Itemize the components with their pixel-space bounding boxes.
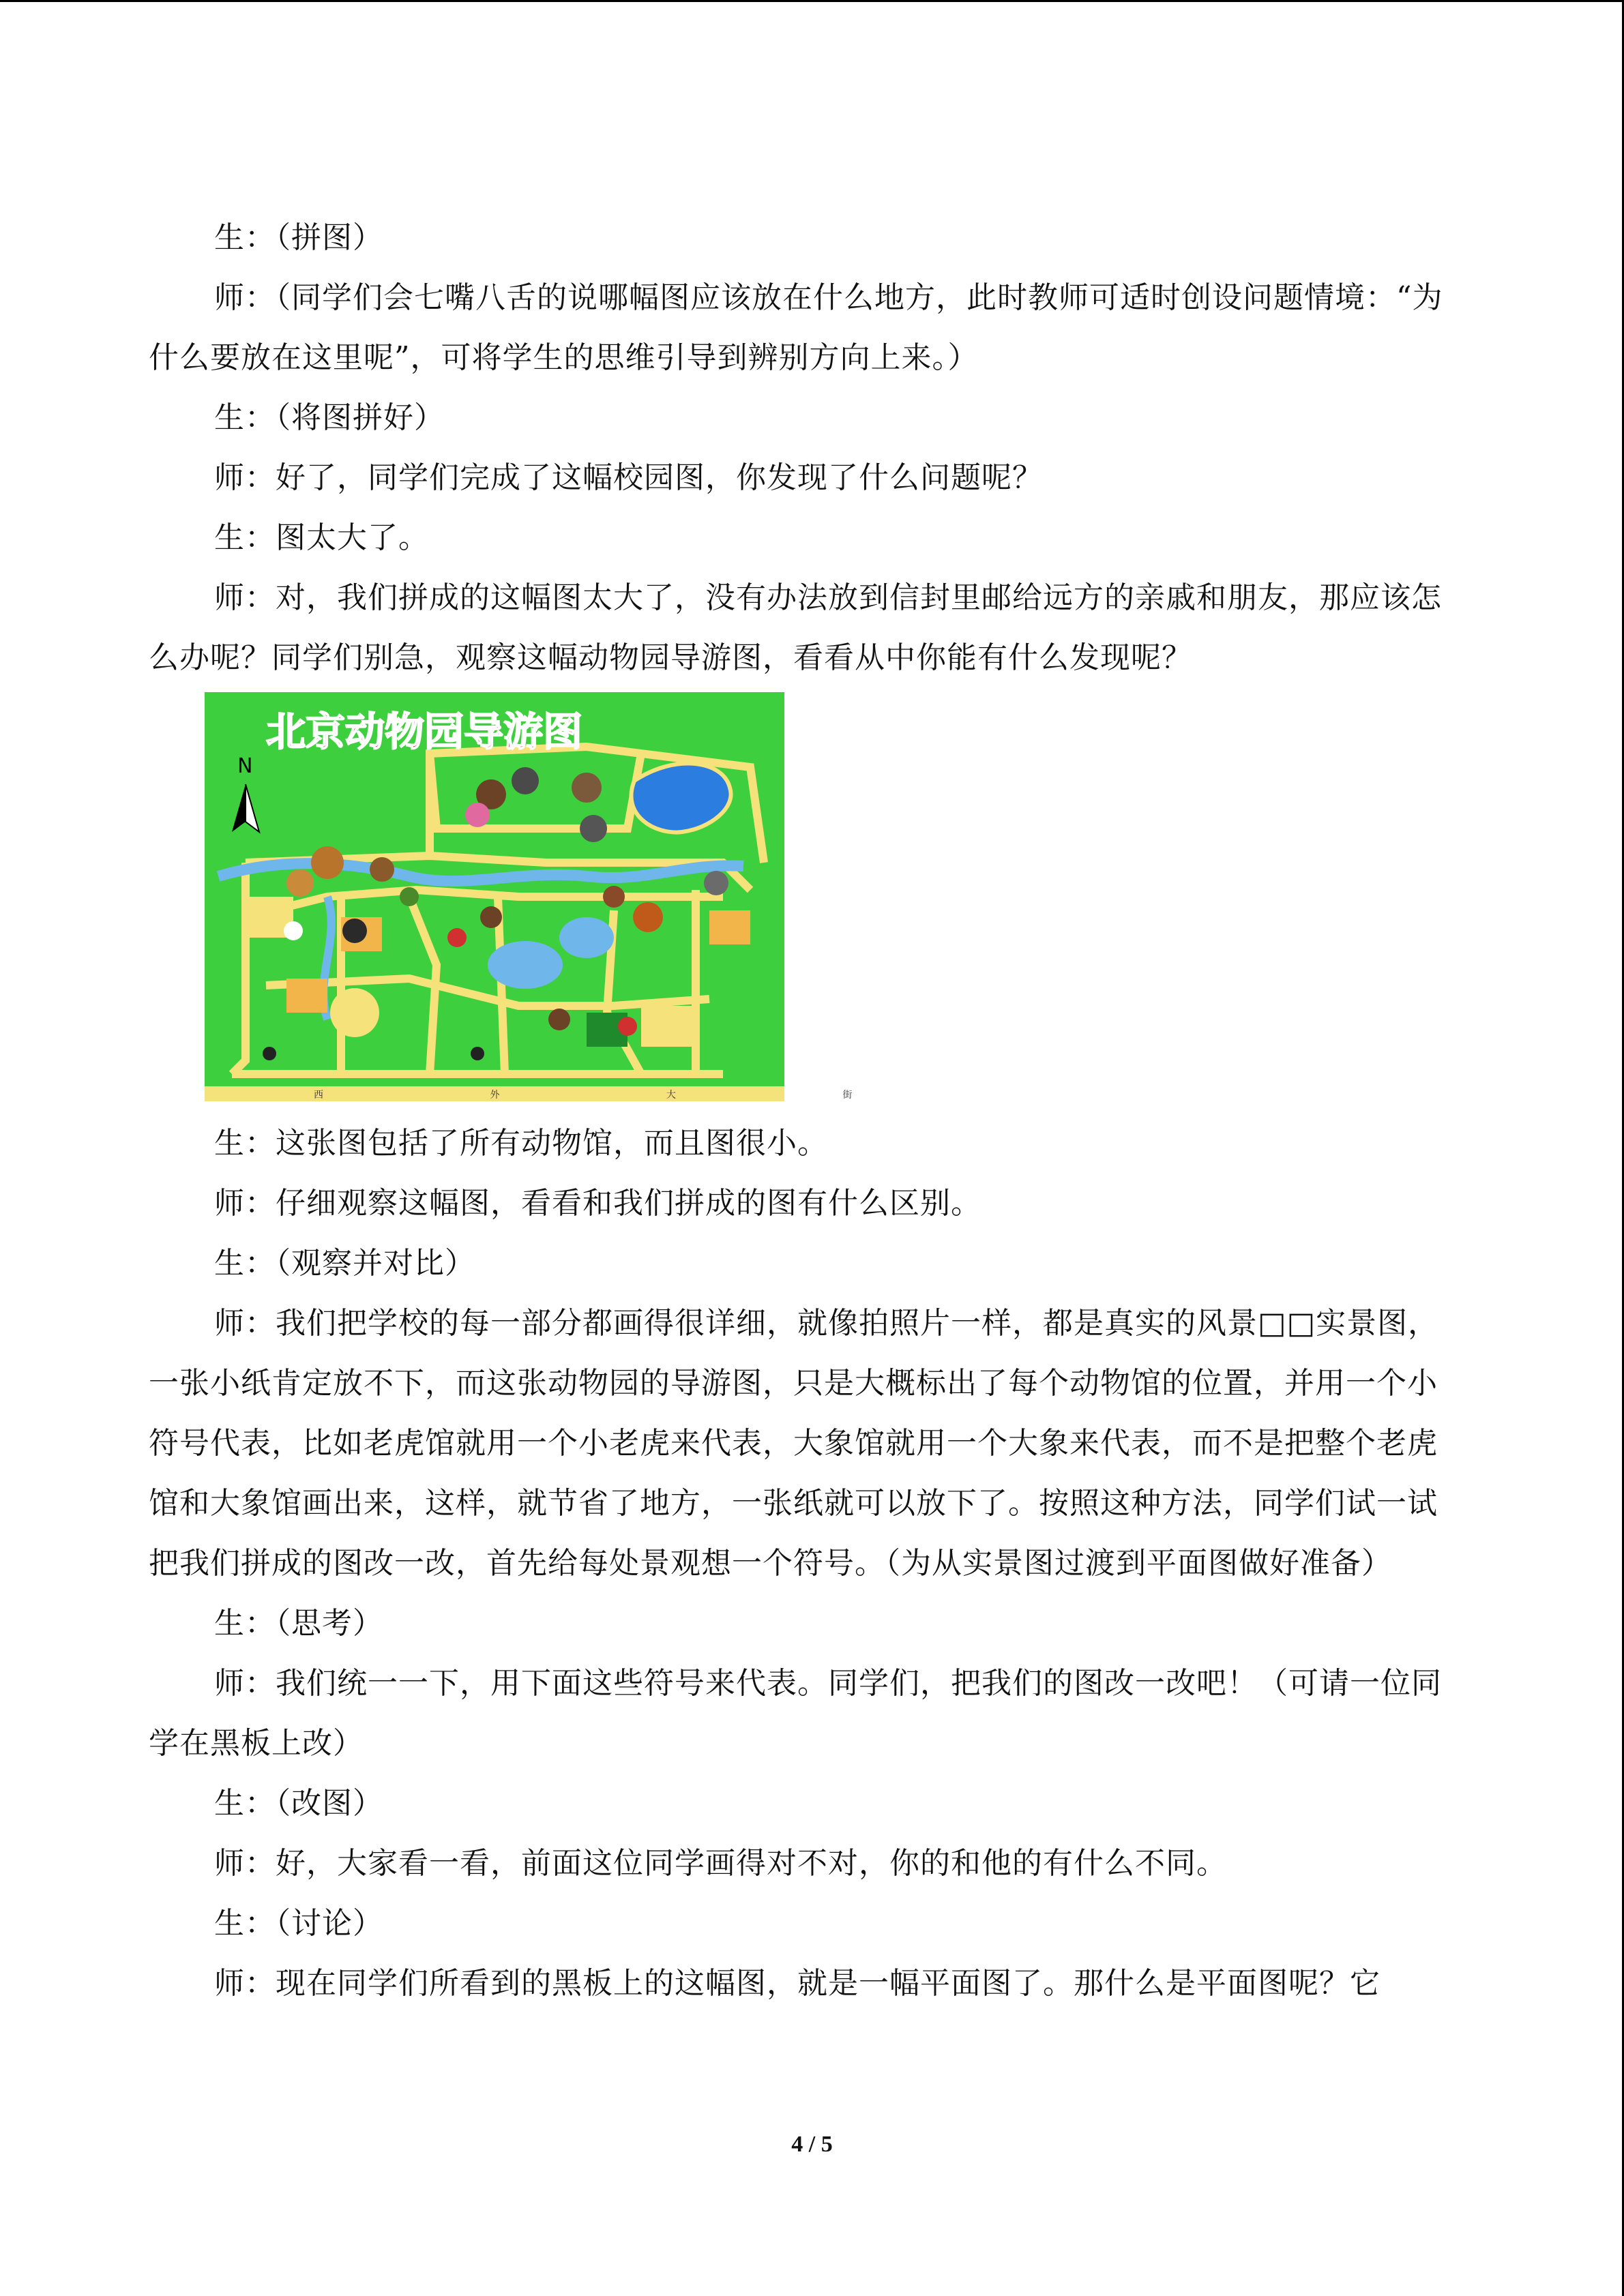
map-title: 北京动物园导游图 <box>266 709 583 755</box>
road-label: 西 外 大 街 <box>314 1090 934 1101</box>
paragraph: 生：（将图拼好） <box>214 400 445 435</box>
paragraph: 师：好了，同学们完成了这幅校园图，你发现了什么问题呢？ <box>214 460 1043 495</box>
page-number: 4 / 5 <box>791 2132 833 2157</box>
zoo-map-illustration <box>205 692 934 1101</box>
zoo-guide-map <box>205 692 934 1101</box>
lake <box>559 917 614 958</box>
paragraph: 生：（讨论） <box>214 1906 383 1941</box>
paragraph: 师：好，大家看一看，前面这位同学画得对不对，你的和他的有什么不同。 <box>214 1846 1227 1881</box>
paragraph: 生：（观察并对比） <box>214 1246 475 1281</box>
paragraph: 生：（思考） <box>214 1606 383 1641</box>
paragraph: 师：仔细观察这幅图，看看和我们拼成的图有什么区别。 <box>214 1186 981 1221</box>
paragraph: 师：对，我们拼成的这幅图太大了，没有办法放到信封里邮给远方的亲戚和朋友，那应该怎么办呢？同学们别急，观察这幅动物园导游图，看看从中你能有什么发现呢？ <box>149 580 1442 675</box>
paragraph: 师：（同学们会七嘴八舌的说哪幅图应该放在什么地方，此时教师可适时创设问题情境：“为什么要放在这里呢”，可将学生的思维引导到辨别方向上来。） <box>149 280 1443 375</box>
paragraph: 生：这张图包括了所有动物馆，而且图很小。 <box>214 1126 828 1161</box>
paragraph: 师：我们把学校的每一部分都画得很详细，就像拍照片一样，都是真实的风景□□实景图，一张小纸肯定放不下，而这张动物园的导游图，只是大概标出了每个动物馆的位置，并用一个小符号代表，比如老虎馆就用一个小老虎来代表，大象馆就用一个大象来代表，而不是把整个老虎馆和大象馆画出来，这样，就节省了地方，一张纸就可以放下了。按照这种方法，同学们试一试把我们拼成的图改一改，首先给每处景观想一个符号。（为从实景图过渡到平面图做好准备） <box>149 1306 1439 1581</box>
paragraph: 师：我们统一一下，用下面这些符号来代表。同学们，把我们的图改一改吧！（可请一位同学在黑板上改） <box>149 1666 1442 1761</box>
lake <box>488 941 563 989</box>
document-body <box>149 208 1458 2014</box>
north-label: N <box>237 754 253 778</box>
paragraph: 生：（拼图） <box>214 220 383 255</box>
paragraph: 生：（改图） <box>214 1786 383 1821</box>
paragraph: 生：图太大了。 <box>214 520 429 555</box>
paragraph: 师：现在同学们所看到的黑板上的这幅图，就是一幅平面图了。那什么是平面图呢？它 <box>214 1966 1381 2001</box>
page-top-border <box>0 0 1624 2</box>
